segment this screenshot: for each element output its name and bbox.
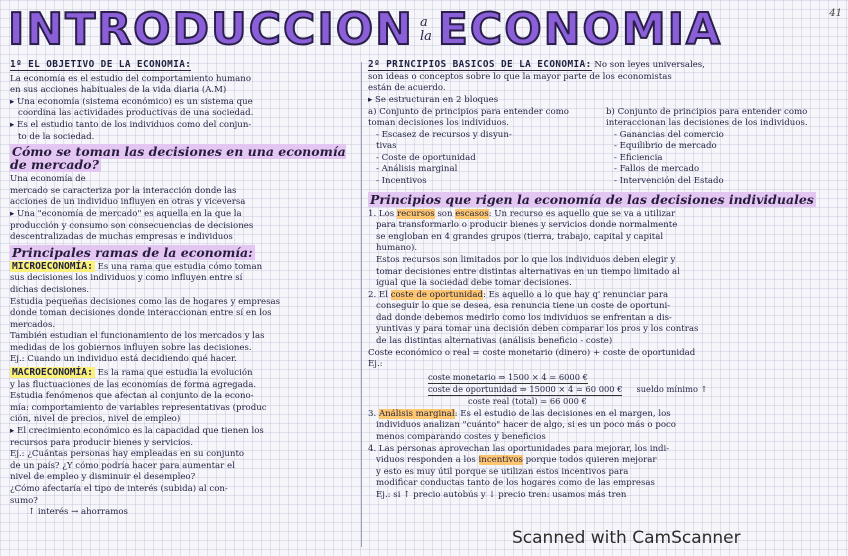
page-title — [8, 4, 808, 56]
block-a — [368, 107, 592, 187]
text-line: mía: comportamiento de variables representativas (produc — [10, 402, 267, 413]
section1-title: 1º EL OBJETIVO DE LA ECONOMÍA: — [10, 60, 192, 70]
text-line: Ej.: — [368, 359, 383, 370]
list-item: - Análisis marginal — [376, 164, 458, 175]
list-item: - Coste de oportunidad — [376, 152, 476, 163]
text-line: coordina las actividades productivas de una sociedad. — [18, 108, 254, 119]
text-line: igual que la sociedad debe tomar decisiones. — [376, 278, 572, 289]
highlight-analisis-marginal: Análisis marginal — [378, 408, 455, 419]
text-line: Ej.: si ↑ precio autobús y ↓ precio tren: usamos más tren — [376, 490, 627, 500]
highlight-escasos: escasos — [455, 208, 489, 219]
text-line: Ej.: Cuando un individuo está decidiendo qué hacer. — [10, 354, 237, 365]
title-connector-la: la — [419, 29, 432, 44]
list-item: - Equilibrio de mercado — [614, 141, 717, 152]
text-line: de las distintas alternativas (análisis beneficio - coste) — [376, 336, 613, 347]
text-line: sumo? — [10, 495, 38, 506]
text-line: Es la rama que estudia la evolución — [97, 368, 253, 379]
calc-line: coste de oportunidad ⇒ 15000 × 4 = 60 000 € — [428, 383, 623, 394]
text-line: Coste económico o real = coste monetario (dinero) + coste de oportunidad — [368, 347, 696, 358]
text-line: humano). — [376, 243, 418, 254]
text-line: medidas de los gobiernos influyen sobre las decisiones. — [10, 342, 252, 353]
list-item: - Eficiencia — [614, 152, 663, 163]
list-item: tivas — [376, 141, 397, 152]
text-line: de un país? ¿Y cómo podría hacer para aumentar el — [10, 460, 235, 471]
title-word-introduccion: INTRODUCCION — [8, 4, 414, 55]
text-line: mercados. — [10, 319, 56, 330]
text-line: menos comparando costes y beneficios — [376, 432, 546, 443]
text-line: dad donde debemos medirlo como los individuos se enfrentan a dis- — [376, 312, 672, 323]
block-a-title: a) Conjunto de principios para entender como toman decisiones los individuos. — [368, 107, 569, 128]
text-line: Estudia pequeñas decisiones como las de hogares y empresas — [10, 296, 281, 307]
principles-blocks — [368, 107, 830, 187]
list-item: - Incentivos — [376, 175, 427, 186]
text-line: y las fluctuaciones de las economías de forma agregada. — [10, 379, 257, 390]
scanner-watermark: Scanned with CamScanner — [512, 528, 741, 548]
page-number: 41 — [829, 8, 842, 19]
text-line: También estudian el funcionamiento de los mercados y las — [10, 331, 265, 342]
principios-heading: Principios que rigen la economía de las decisiones individuales — [370, 191, 814, 207]
calc-line: coste real (total) = 66 000 € — [468, 395, 587, 406]
text-line: nivel de empleo y disminuir el desempleo? — [10, 472, 196, 483]
text-line: modificar conductas tanto de los hogares como de las empresas — [376, 478, 655, 489]
text-line: recursos para producir bienes y servicios. — [10, 437, 193, 448]
section1-body — [10, 74, 358, 143]
text-line: to de la sociedad. — [18, 131, 95, 142]
text-line: individuos analizan "cuánto" hacer de algo, si es un poco más o poco — [376, 420, 676, 431]
text-line: descentralizadas de muchas empresas e individuos — [10, 232, 233, 243]
text-line: están de acuerdo. — [368, 83, 446, 94]
principle-2: 2. El coste de oportunidad: Es aquello a lo que hay q' renunciar para conseguir lo que se desea, esa renuncia tiene un coste de oportuni- dad donde debemos medirlo como los individuos se enfrentan a dis- yuntivas y para tomar una decisión deben comparar los pros y los contras de las distintas alternativas (análisis beneficio - coste) Coste económico o real = coste monetario (dinero) + coste de oportunidad Ej.: coste monetario ⇒ 1500 × 4 = 6000 € coste de oportunidad ⇒ 15000 × 4 = 60 000 € sueldo mínimo ↑ coste real (total) = 66 000 € — [368, 290, 830, 407]
block-b — [606, 107, 830, 187]
text-line: ▸ El crecimiento económico es la capacidad que tienen los — [10, 426, 264, 437]
section2-title: 2º PRINCIPIOS BÁSICOS DE LA ECONOMÍA: — [368, 60, 592, 70]
text-line: Es una rama que estudia cómo toman — [97, 261, 263, 272]
text-line: sus decisiones los individuos y como influyen entre sí — [10, 273, 243, 284]
calc-note: sueldo mínimo ↑ — [636, 383, 708, 394]
decisiones-heading: Cómo se toman las decisiones en una economía de mercado? — [10, 144, 346, 173]
left-column — [10, 60, 358, 550]
micro-block — [10, 262, 358, 365]
calc-line: coste monetario ⇒ 1500 × 4 = 6000 € — [428, 371, 588, 382]
title-word-economia: ECONOMIA — [437, 4, 723, 55]
highlight-incentivos: incentivos — [478, 455, 523, 466]
text-line: conseguir lo que se desea, esa renuncia tiene un coste de oportuni- — [376, 301, 671, 312]
ramas-heading: Principales ramas de la economía: — [12, 244, 253, 260]
list-item: - Escasez de recursos y disyun- — [376, 129, 512, 140]
text-line: Ej.: ¿Cuántas personas hay empleadas en su conjunto — [10, 449, 245, 460]
cost-calculation — [428, 372, 830, 407]
text-line: se engloban en 4 grandes grupos (tierra, trabajo, capital y capital — [376, 231, 664, 242]
text-line: donde toman decisiones donde interaccionan entre sí en los — [10, 308, 272, 319]
text-line: Estos recursos son limitados por lo que los individuos deben elegir y — [376, 254, 676, 265]
list-item: - Fallos de mercado — [614, 164, 700, 175]
micro-label: MICROECONOMÍA: — [12, 260, 93, 272]
principle-3: 3. Análisis marginal: Es el estudio de las decisiones en el margen, los individuos analizan "cuánto" hacer de algo, si es un poco más o poco menos comparando costes y beneficios — [368, 409, 830, 443]
macro-label: MACROECONOMÍA: — [12, 367, 93, 379]
block-b-title: b) Conjunto de principios para entender como interaccionan las decisiones de los individuos. — [606, 107, 808, 128]
text-line: en sus acciones habituales de la vida diaria (A.M) — [10, 85, 227, 96]
text-line: producción y consumo son consecuencias de decisiones — [10, 220, 254, 231]
text-line: Estudia fenómenos que afectan al conjunto de la econo- — [10, 391, 254, 402]
text-line: para transformarlo o producir bienes y servicios donde normalmente — [376, 220, 678, 231]
text-line: No son leyes universales, — [594, 60, 705, 70]
text-line: mercado se caracteriza por la interacción donde las — [10, 185, 237, 196]
macro-block — [10, 368, 358, 518]
text-line: ▸ Una "economía de mercado" es aquella en la que la — [10, 208, 242, 219]
text-line: dichas decisiones. — [10, 284, 90, 295]
text-line: 4. Las personas aprovechan las oportunidades para mejorar, los indi- — [368, 443, 670, 454]
text-line: yuntivas y para tomar una decisión deben comparar los pros y los contras — [376, 324, 699, 335]
text-line: acciones de un individuo influyen en otras y viceversa — [10, 197, 246, 208]
text-line: ción, nivel de precios, nivel de empleo) — [10, 414, 181, 425]
principle-4: 4. Las personas aprovechan las oportunidades para mejorar, los indi- viduos responden a los incentivos porque todos quieren mejorar y esto es muy útil porque se utilizan estos incentivos para modificar conductas tanto de los hogares como de las empresas Ej.: si ↑ precio autobús y ↓ precio tren: usamos más tren — [368, 444, 830, 501]
list-item: - Ganancias del comercio — [614, 129, 724, 140]
text-line: ▸ Se estructuran en 2 bloques — [368, 94, 499, 105]
text-line: ▸ Es el estudio tanto de los individuos como del conjun- — [10, 119, 252, 130]
text-line: ▸ Una economía (sistema económico) es un sistema que — [10, 96, 253, 107]
decisiones-body — [10, 174, 358, 243]
highlight-recursos: recursos — [396, 208, 435, 219]
text-line: ¿Cómo afectaría el tipo de interés (subida) al con- — [10, 484, 228, 494]
column-divider — [361, 62, 362, 547]
text-line: son ideas o conceptos sobre lo que la mayor parte de los economistas — [368, 71, 672, 82]
title-connector — [420, 16, 432, 44]
text-line: y esto es muy útil porque se utilizan estos incentivos para — [376, 466, 629, 477]
principle-1: 1. Los recursos son escasos: Un recurso es aquello que se va a utilizar para transformarlo o producir bienes y servicios donde normalmente se engloban en 4 grandes grupos (tierra, trabajo, capital y capital humano). Estos recursos son limitados por lo que los individuos deben elegir y tomar decisiones entre distintas alternativas en un tiempo limitado al igual que la sociedad debe tomar decisiones. — [368, 209, 830, 289]
macro-footer-note: ↑ interés → ahorramos — [28, 507, 128, 518]
text-line: Una economía de — [10, 174, 86, 185]
title-connector-a: a — [419, 15, 428, 30]
text-line: tomar decisiones entre distintas alternativas en un tiempo limitado al — [376, 266, 680, 277]
highlight-coste-oportunidad: coste de oportunidad — [390, 289, 484, 300]
text-line: La economía es el estudio del comportamiento humano — [10, 73, 252, 84]
list-item: - Intervención del Estado — [614, 175, 724, 186]
right-column — [368, 60, 830, 550]
